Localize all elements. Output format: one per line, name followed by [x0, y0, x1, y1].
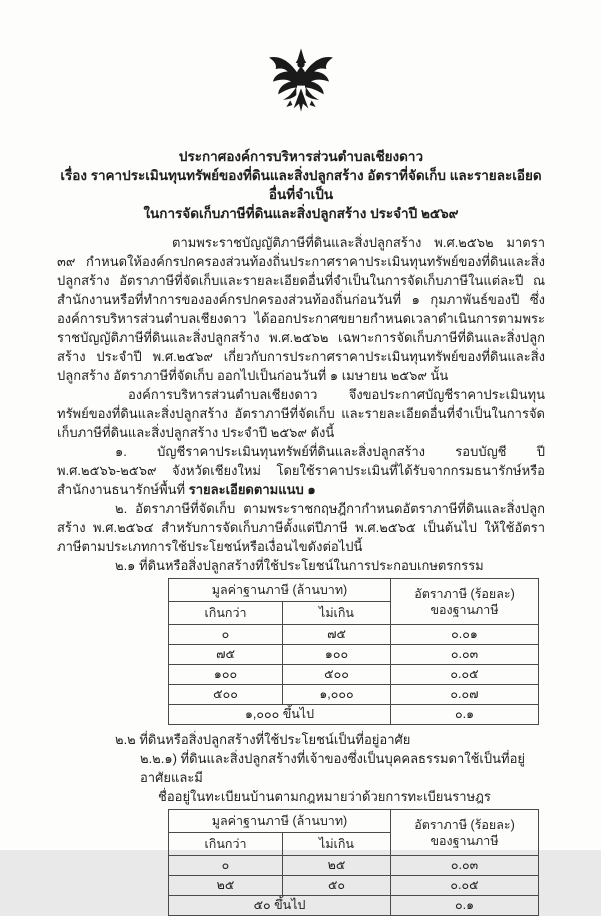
paragraph-announcement: องค์การบริหารส่วนตำบลเชียงดาว จึงขอประกาศบัญชีราคาประเมินทุนทรัพย์ของที่ดินและสิ่งปลูกสร้าง อัตราภาษีที่จัดเก็บ และรายละเอียดอื่นที่จำเป็นในการจัดเก็บภาษีที่ดินและสิ่งปลูกสร้าง ประจำปี ๒๕๖๙ ดังนี้ [57, 387, 545, 440]
col-header-to: ไม่เกิน [283, 602, 391, 625]
paragraph-preamble: ตามพระราชบัญญัติภาษีที่ดินและสิ่งปลูกสร้าง พ.ศ.๒๕๖๒ มาตรา ๓๙ กำหนดให้องค์กรปกครองส่วนท้องถิ่นประกาศราคาประเมินทุนทรัพย์ของที่ดินและสิ่งปลูกสร้าง อัตราภาษีที่จัดเก็บและรายละเอียดอื่นที่จำเป็นในการจัดเก็บภาษีในแต่ละปี ณ สำนักงานหรือที่ทำการขององค์กรปกครองส่วนท้องถิ่นก่อนวันที่ ๑ กุมภาพันธ์ของปี ซึ่งองค์การบริหารส่วนตำบลเชียงดาว ได้ออกประกาศขยายกำหนดเวลาดำเนินการตามพระราชบัญญัติภาษีที่ดินและสิ่งปลูกสร้าง พ.ศ.๒๕๖๒ เฉพาะการจัดเก็บภาษีที่ดินและสิ่งปลูกสร้าง ประจำปี พ.ศ.๒๕๖๙ เกี่ยวกับการประกาศราคาประเมินทุนทรัพย์ของที่ดินและสิ่งปลูกสร้าง อัตราภาษีที่จัดเก็บ ออกไปเป็นก่อนวันที่ ๑ เมษายน ๒๕๖๙ นั้น [57, 235, 545, 383]
tax-rate-header-line2: ของฐานภาษี [430, 602, 499, 617]
bracket-to-cell: ๑,๐๐๐ [283, 685, 391, 705]
tax-rate-header-line1: อัตราภาษี (ร้อยละ) [414, 586, 515, 601]
tax-bracket-row [169, 625, 539, 645]
table-header-row [169, 579, 539, 602]
bracket-from-cell: ๕๐๐ [169, 685, 283, 705]
bracket-to-cell: ๗๕ [283, 625, 391, 645]
table-header-row [169, 810, 539, 833]
bracket-to-cell: ๒๕ [283, 856, 391, 876]
emblem-container [0, 0, 601, 137]
bracket-to-cell: ๕๐ [283, 876, 391, 896]
col-header-to: ไม่เกิน [283, 833, 391, 856]
tax-rate-cell: ๐.๐๑ [391, 625, 539, 645]
tax-bracket-last-row [169, 896, 539, 916]
tax-bracket-last-row [169, 705, 539, 725]
bracket-from-cell: ๐ [169, 856, 283, 876]
tax-base-group-header: มูลค่าฐานภาษี (ล้านบาท) [169, 810, 391, 833]
item-1-text: ๑. บัญชีราคาประเมินทุนทรัพย์ที่ดินและสิ่งปลูกสร้าง รอบบัญชี ปี พ.ศ.๒๕๖๖-๒๕๖๙ จังหวัดเชียงใหม่ โดยใช้ราคาประเมินที่ได้รับจากกรมธนารักษ์หรือสำนักงานธนารักษ์พื้นที่ [57, 444, 545, 497]
tax-rate-cell: ๐.๑ [391, 896, 539, 916]
bracket-over-cell: ๕๐ ขึ้นไป [169, 896, 391, 916]
tax-rate-cell: ๐.๐๕ [391, 876, 539, 896]
garuda-emblem-icon [261, 33, 341, 137]
col-header-from: เกินกว่า [169, 602, 283, 625]
tax-base-group-header: มูลค่าฐานภาษี (ล้านบาท) [169, 579, 391, 602]
section-2-2-heading: ๒.๒ ที่ดินหรือสิ่งปลูกสร้างที่ใช้ประโยชน์เป็นที่อยู่อาศัย [115, 732, 411, 747]
tax-rate-cell: ๐.๐๓ [391, 645, 539, 665]
tax-rate-cell: ๐.๑ [391, 705, 539, 725]
tax-rate-cell: ๐.๐๕ [391, 665, 539, 685]
col-header-from: เกินกว่า [169, 833, 283, 856]
section-2-2-1-line1: ๒.๒.๑) ที่ดินและสิ่งปลูกสร้างที่เจ้าของซึ่งเป็นบุคคลธรรมดาใช้เป็นที่อยู่อาศัยและมี [140, 751, 526, 785]
tax-rate-header [391, 579, 539, 625]
tax-rate-header-line1: อัตราภาษี (ร้อยละ) [414, 817, 515, 832]
tax-rate-header [391, 810, 539, 856]
tax-rate-cell: ๐.๐๓ [391, 856, 539, 876]
item-1 [57, 442, 545, 499]
tax-bracket-row [169, 665, 539, 685]
section-2-1-heading: ๒.๑ ที่ดินหรือสิ่งปลูกสร้างที่ใช้ประโยชน์ในการประกอบเกษตรกรรม [115, 558, 484, 573]
bracket-from-cell: ๐ [169, 625, 283, 645]
tax-bracket-row [169, 856, 539, 876]
bracket-to-cell: ๕๐๐ [283, 665, 391, 685]
title-line-3: ในการจัดเก็บภาษีที่ดินและสิ่งปลูกสร้าง ประจำปี ๒๕๖๙ [143, 206, 459, 221]
title-line-2: เรื่อง ราคาประเมินทุนทรัพย์ของที่ดินและสิ่งปลูกสร้าง อัตราที่จัดเก็บ และรายละเอียดอื่นที่จำเป็น [60, 168, 542, 202]
section-2-2-1-line2: ชื่ออยู่ในทะเบียนบ้านตามกฎหมายว่าด้วยการทะเบียนราษฎร [158, 789, 491, 804]
bracket-to-cell: ๑๐๐ [283, 645, 391, 665]
tax-table-residence [168, 809, 539, 916]
bracket-from-cell: ๗๕ [169, 645, 283, 665]
title-line-1: ประกาศองค์การบริหารส่วนตำบลเชียงดาว [178, 149, 424, 164]
item-1-attachment-note: รายละเอียดตามแนบ ๑ [188, 482, 316, 497]
bracket-from-cell: ๑๐๐ [169, 665, 283, 685]
tax-bracket-row [169, 876, 539, 896]
bracket-from-cell: ๒๕ [169, 876, 283, 896]
tax-rate-cell: ๐.๐๗ [391, 685, 539, 705]
tax-rate-header-line2: ของฐานภาษี [430, 833, 499, 848]
tax-table-agriculture [168, 578, 539, 725]
bracket-over-cell: ๑,๐๐๐ ขึ้นไป [169, 705, 391, 725]
document-title [57, 147, 545, 223]
tax-bracket-row [169, 685, 539, 705]
tax-bracket-row [169, 645, 539, 665]
item-2: ๒. อัตราภาษีที่จัดเก็บ ตามพระราชกฤษฎีกากำหนดอัตราภาษีที่ดินและสิ่งปลูกสร้าง พ.ศ.๒๕๖๔ สำหรับการจัดเก็บภาษีตั้งแต่ปีภาษี พ.ศ.๒๕๖๕ เป็นต้นไป ให้ใช้อัตราภาษีตามประเภทการใช้ประโยชน์หรือเงื่อนไขดังต่อไปนี้ [57, 501, 545, 554]
